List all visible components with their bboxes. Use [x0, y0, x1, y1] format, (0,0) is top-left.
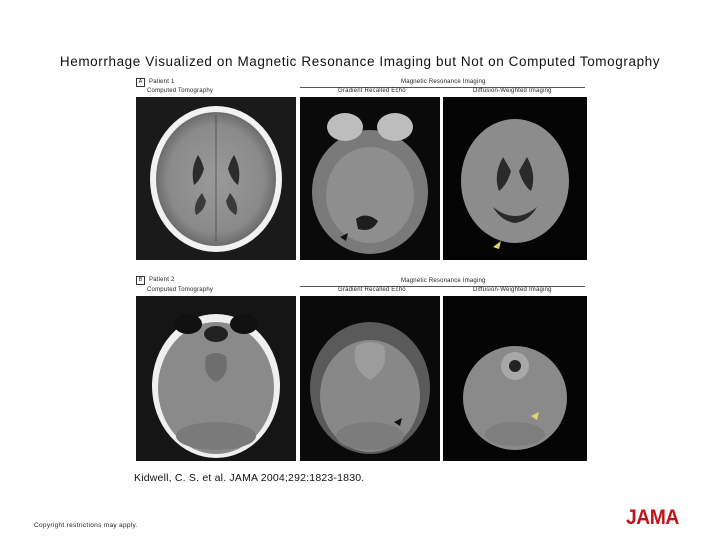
- citation: Kidwell, C. S. et al. JAMA 2004;292:1823-1830.: [134, 472, 365, 484]
- panel-b-patient: Patient 2: [149, 277, 175, 283]
- panel-b-letter: B: [136, 276, 145, 285]
- panel-a-mri-header: Magnetic Resonance Imaging: [401, 79, 486, 85]
- patient1-dwi-scan: [443, 97, 587, 260]
- slide-title: Hemorrhage Visualized on Magnetic Resonance Imaging but Not on Computed Tomography: [59, 54, 661, 69]
- panel-b-dwi-label: Diffusion-Weighted Imaging: [473, 287, 552, 293]
- panel-b-ct-label: Computed Tomography: [147, 287, 214, 293]
- patient1-gre-scan: [300, 97, 440, 260]
- figure: [133, 77, 587, 463]
- copyright-notice: Copyright restrictions may apply.: [34, 522, 138, 529]
- panel-a-gre-label: Gradient Recalled Echo: [338, 88, 406, 94]
- panel-b-mri-header: Magnetic Resonance Imaging: [401, 278, 486, 284]
- panel-a-letter: A: [136, 78, 145, 87]
- panel-a-patient-label: [136, 78, 174, 87]
- panel-a-ct-label: Computed Tomography: [147, 88, 214, 94]
- patient2-gre-scan: [300, 296, 440, 461]
- patient2-ct-scan: [136, 296, 296, 461]
- panel-b-gre-label: Gradient Recalled Echo: [338, 287, 406, 293]
- panel-a-patient: Patient 1: [149, 79, 175, 85]
- panel-a-dwi-label: Diffusion-Weighted Imaging: [473, 88, 552, 94]
- jama-logo: JAMA: [626, 506, 679, 529]
- patient1-ct-scan: [136, 97, 296, 260]
- panel-b-patient-label: [136, 276, 174, 285]
- patient2-dwi-scan: [443, 296, 587, 461]
